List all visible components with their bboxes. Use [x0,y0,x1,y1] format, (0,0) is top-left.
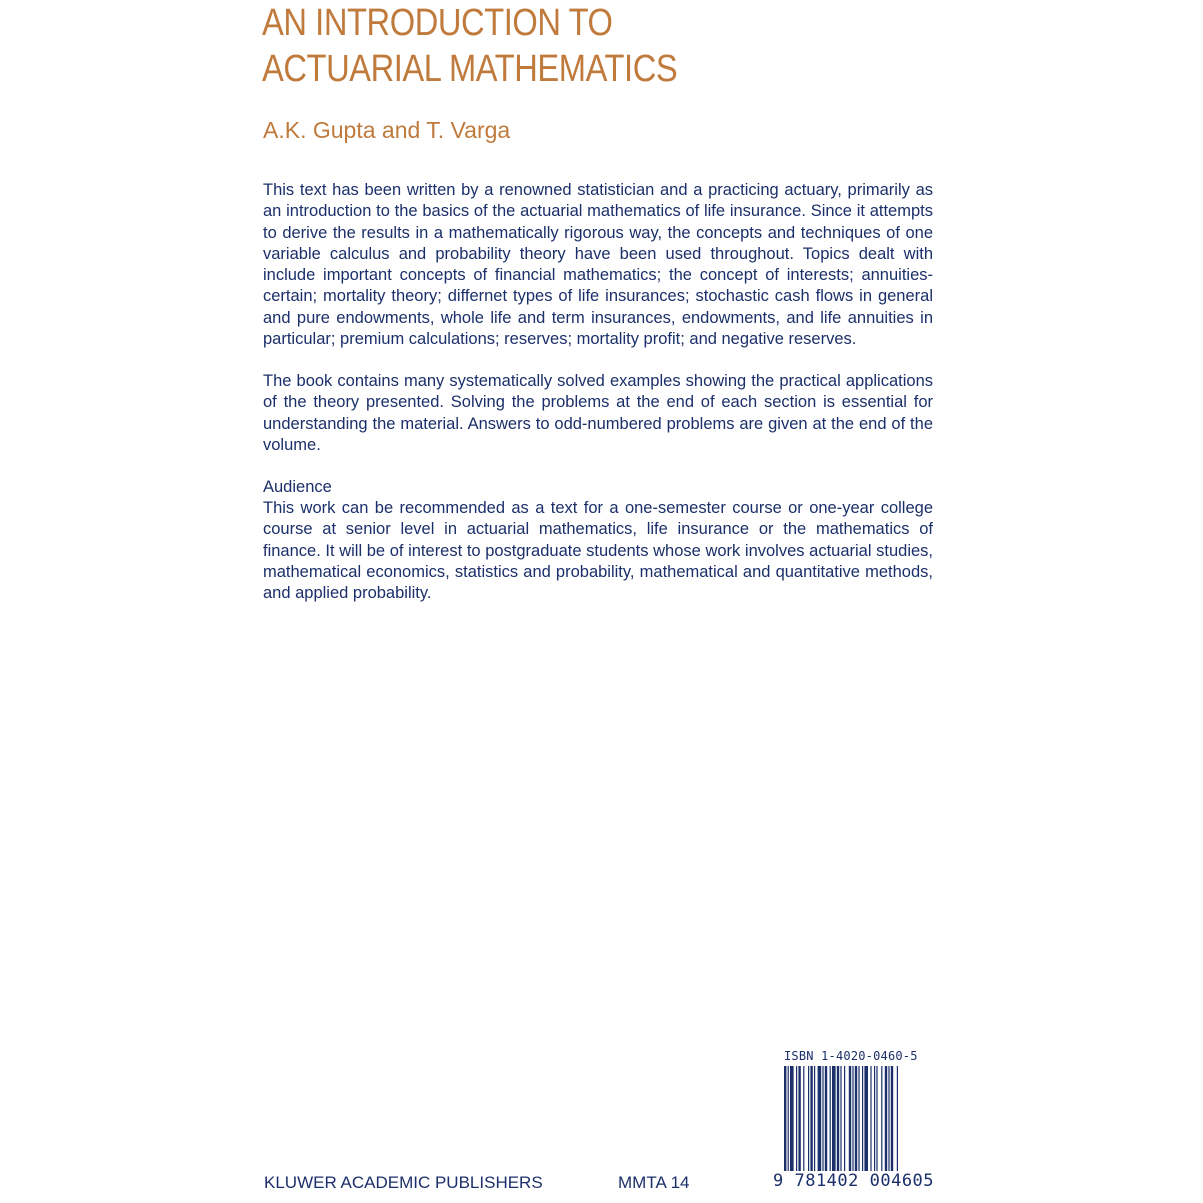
barcode-bar [798,1066,800,1176]
barcode-bar [852,1066,853,1176]
barcode-bar [870,1066,871,1176]
description-paragraph-1: This text has been written by a renowned statistician and a practicing actuary, primarily as an introduction to the basics of the actuarial mathematics of life insurance. Since it attempts to derive the results in a mathematically rigorous way, the concepts and techniques of one variable calculus and probability theory have been used throughout. Topics dealt with include important concepts of financial mathematics; the concept of interests; annuities-certain; mortality theory; differnet types of life insurances; stochastic cash flows in general and pure endowments, whole life and term insurances, endowments, and life annuities in particular; premium calculations; reserves; mortality profit; and negative reserves. [263,181,933,349]
barcode-bar [810,1066,812,1176]
isbn-label: ISBN 1-4020-0460-5 [784,1049,918,1063]
barcode-bar [830,1066,831,1176]
barcode-bar [837,1066,839,1176]
audience-paragraph: This work can be recommended as a text for a one-semester course or one-year college course at senior level in actuarial mathematics, life insurance or the mathematics of finance. It will be of interest to postgraduate students whose work involves actuarial studies, mathematical economics, statistics and probability, mathematical and quantitative methods, and applied probability. [263,499,933,603]
barcode-bar [881,1066,882,1176]
barcode-bar [803,1066,804,1176]
barcode-bar [862,1066,863,1176]
barcode-bar [855,1066,857,1176]
barcode-bar [885,1066,887,1176]
publisher-name: KLUWER ACADEMIC PUBLISHERS [264,1173,543,1192]
barcode-bar [814,1066,815,1176]
barcode-bar [888,1066,889,1176]
barcode-icon [784,1066,934,1176]
book-title-line-1: AN INTRODUCTION TO [262,2,613,44]
barcode-bar [788,1066,789,1176]
audience-heading: Audience [263,478,332,496]
barcode-bar [897,1066,898,1176]
barcode-bar [844,1066,845,1176]
barcode-bar [825,1066,827,1176]
barcode-bar [808,1066,809,1176]
book-authors: A.K. Gupta and T. Varga [263,117,511,143]
barcode-bar [796,1066,797,1176]
description-paragraph-2: The book contains many systematically solved examples showing the practical applications of the theory presented. Solving the problems at the end of each section is essential for understanding the material. Answers to odd-numbered problems are given at the end of the volume. [263,372,933,454]
series-number: MMTA 14 [618,1173,690,1192]
barcode-bar [864,1066,868,1176]
barcode-bar [849,1066,851,1176]
barcode-bar [832,1066,836,1176]
book-title-line-2: ACTUARIAL MATHEMATICS [262,48,678,90]
barcode-bar [876,1066,877,1176]
barcode-digits: 9 781402 004605 [773,1171,935,1191]
barcode-bar [790,1066,794,1176]
barcode-bar [891,1066,893,1176]
barcode-bar [840,1066,841,1176]
barcode-bar [858,1066,859,1176]
barcode-bar [784,1066,786,1176]
barcode-bar [874,1066,875,1176]
barcode-bar [822,1066,823,1176]
barcode-bar [818,1066,822,1176]
